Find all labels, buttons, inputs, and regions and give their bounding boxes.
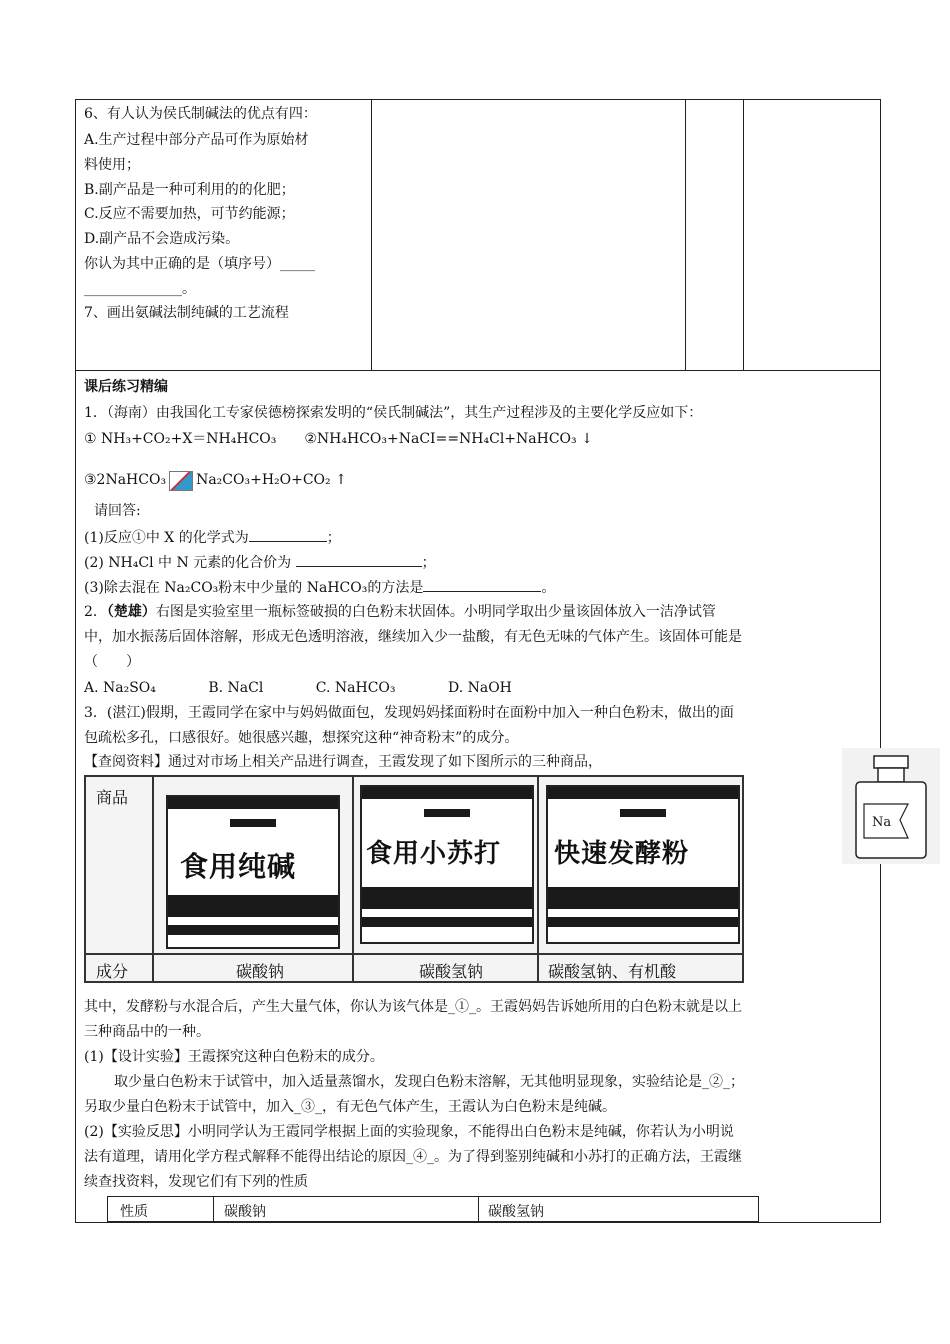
logo-mark bbox=[230, 819, 276, 827]
q6-line: 你认为其中正确的是（填序号）_____ bbox=[84, 256, 315, 272]
property-table bbox=[107, 1196, 759, 1222]
answer-blank[interactable] bbox=[296, 552, 422, 567]
q3-line-1: 3．(湛江)假期，王霞同学在家中与妈妈做面包，发现妈妈揉面粉时在面粉中加入一种白色粉末，做出的面 bbox=[84, 705, 734, 721]
q3-line-4: 其中，发酵粉与水混合后，产生大量气体，你认为该气体是_①_。王霞妈妈告诉她所用的白色粉末就是以上 bbox=[84, 999, 742, 1015]
product-box bbox=[166, 795, 340, 949]
option-a: A. Na₂SO₄ bbox=[84, 680, 156, 696]
q6-line: 料使用； bbox=[84, 157, 140, 173]
q3-line-11: 续查找资料，发现它们有下列的性质 bbox=[84, 1174, 308, 1190]
header-goods: 商品 bbox=[96, 788, 129, 807]
q6-line: B.副产品是一种可利用的的化肥； bbox=[84, 182, 295, 198]
answer-blank[interactable] bbox=[249, 527, 327, 542]
q1-part-b: (2) NH₄Cl 中 N 元素的化合价为 ； bbox=[84, 552, 436, 572]
q2-options bbox=[84, 679, 512, 697]
section-heading: 课后练习精编 bbox=[84, 379, 168, 395]
header-sodium-bicarbonate: 碳酸氢钠 bbox=[488, 1204, 544, 1220]
logo-mark bbox=[620, 809, 666, 817]
q1-ask: 请回答: bbox=[94, 503, 141, 519]
q6-line: 6、有人认为侯氏制碱法的优点有四： bbox=[84, 106, 317, 122]
answer-cell bbox=[372, 100, 686, 370]
q3-line-6: (1)【设计实验】王霞探究这种白色粉末的成分。 bbox=[84, 1049, 384, 1065]
eq3-left: ③2NaHCO₃ bbox=[84, 472, 167, 488]
broken-image-icon bbox=[169, 471, 193, 491]
q6-line: A.生产过程中部分产品可作为原始材 bbox=[84, 132, 309, 148]
q3-line-9: (2)【实验反思】小明同学认为王霞同学根据上面的实验现象，不能得出白色粉末是纯碱，你若认为小明说 bbox=[84, 1124, 734, 1140]
product-name: 食用纯碱 bbox=[180, 850, 297, 883]
q2-line-1: 2．（楚雄）右图是实验室里一瓶标签破损的白色粉末状固体。小明同学取出少量该固体放入一洁净试管 bbox=[84, 604, 716, 620]
q3-line-7: 取少量白色粉末于试管中，加入适量蒸馏水，发现白色粉末溶解，无其他明显现象，实验结论是_②_； bbox=[114, 1074, 744, 1090]
composition-3: 碳酸氢钠、有机酸 bbox=[548, 962, 677, 981]
header-sodium-carbonate: 碳酸钠 bbox=[224, 1204, 266, 1220]
product-box bbox=[546, 785, 740, 944]
q3-line-10: 法有道理，请用化学方程式解释不能得出结论的原因_④_。为了得到鉴别纯碱和小苏打的正确方法，王霞继 bbox=[84, 1149, 742, 1165]
composition-1: 碳酸钠 bbox=[236, 962, 285, 981]
product-name: 食用小苏打 bbox=[366, 839, 502, 869]
q3-line-2: 包疏松多孔，口感很好。她很感兴趣，想探究这种“神奇粉末”的成分。 bbox=[84, 730, 519, 746]
q3-line-8: 另取少量白色粉末于试管中，加入_③_，有无色气体产生，王霞认为白色粉末是纯碱。 bbox=[84, 1099, 616, 1115]
q6-line: D.副产品不会造成污染。 bbox=[84, 231, 240, 247]
q6-line: C.反应不需要加热，可节约能源； bbox=[84, 206, 295, 222]
header-composition: 成分 bbox=[96, 962, 129, 981]
header-property: 性质 bbox=[120, 1204, 148, 1220]
product-box bbox=[360, 785, 534, 944]
option-d: D. NaOH bbox=[447, 680, 512, 696]
q1-equations: ① NH₃+CO₂+X＝NH₄HCO₃ ②NH₄HCO₃+NaCI==NH₄Cl+NaHCO₃ ↓ bbox=[84, 431, 593, 447]
eq3-right: Na₂CO₃+H₂O+CO₂ ↑ bbox=[196, 472, 347, 488]
product-name: 快速发酵粉 bbox=[554, 839, 690, 869]
q6-line: ______________。 bbox=[84, 281, 196, 297]
reagent-bottle-image bbox=[842, 748, 940, 864]
q1-part-a: (1)反应①中 X 的化学式为 ； bbox=[84, 527, 341, 547]
q1-part-c: (3)除去混在 Na₂CO₃粉末中少量的 NaHCO₃的方法是 。 bbox=[84, 577, 555, 597]
option-c: C. NaHCO₃ bbox=[315, 680, 396, 696]
q7-line: 7、画出氨碱法制纯碱的工艺流程 bbox=[84, 305, 289, 321]
blank-cell-1 bbox=[686, 100, 744, 370]
logo-mark bbox=[424, 809, 470, 817]
q1-equation-3 bbox=[84, 471, 347, 491]
q3-line-5: 三种商品中的一种。 bbox=[84, 1024, 210, 1040]
row-divider bbox=[76, 370, 880, 371]
q3-line-3: 【查阅资料】通过对市场上相关产品进行调查，王霞发现了如下图所示的三种商品， bbox=[84, 754, 602, 770]
outer-table bbox=[75, 99, 881, 1223]
composition-2: 碳酸氢钠 bbox=[419, 962, 484, 981]
bottle-label: Na bbox=[872, 815, 892, 830]
q1-intro: 1．（海南）由我国化工专家侯德榜探索发明的“侯氏制碱法”，其生产过程涉及的主要化学反应如下： bbox=[84, 405, 703, 421]
q2-line-2: 中，加水振荡后固体溶解，形成无色透明溶液，继续加入少一盐酸，有无色无味的气体产生。该固体可能是 bbox=[84, 629, 742, 645]
option-b: B. NaCl bbox=[208, 680, 264, 696]
answer-blank[interactable] bbox=[423, 577, 541, 592]
product-image bbox=[84, 775, 744, 983]
q2-line-3: （ ） bbox=[84, 654, 140, 670]
